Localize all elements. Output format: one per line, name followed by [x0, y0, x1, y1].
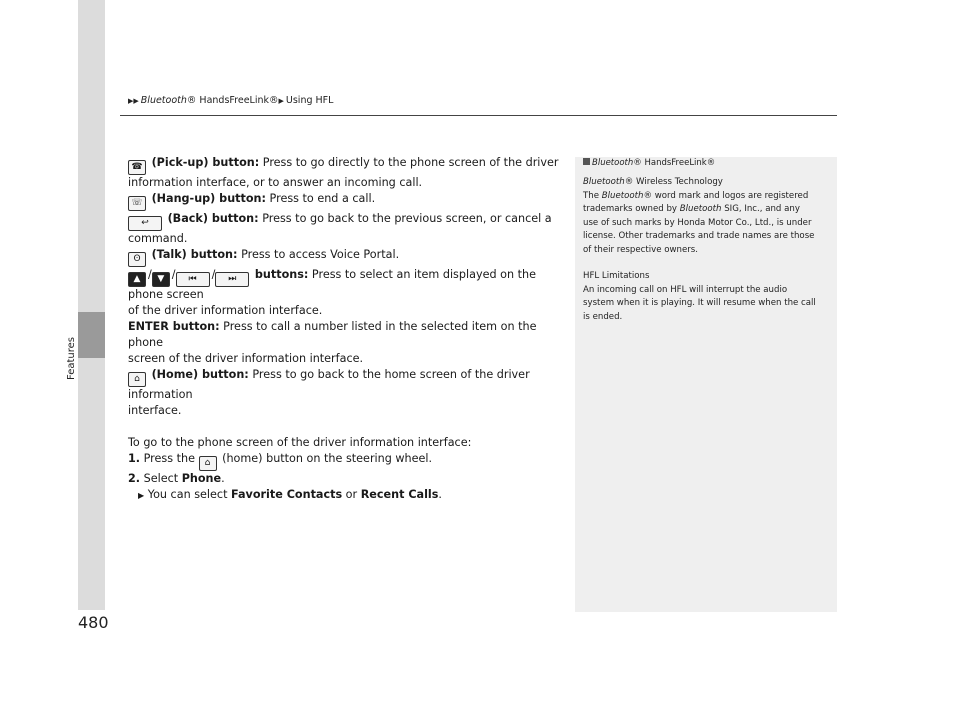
sidebar-p1-line5: of their respective owners. [583, 244, 698, 255]
hangup-text: Press to end a call. [269, 192, 376, 205]
step-2-text: Select [143, 472, 179, 485]
skip-forward-icon: ⏭ [215, 272, 249, 287]
sidebar-p2-line1: An incoming call on HFL will interrupt the audio [583, 284, 788, 295]
hangup-paragraph [128, 191, 560, 211]
sub-end: . [438, 488, 442, 501]
phone-hangup-icon: ☏ [128, 196, 146, 211]
home-icon: ⌂ [128, 372, 146, 387]
step-2 [128, 471, 560, 487]
step-1 [128, 451, 560, 471]
back-text: Press to go back to the previous screen, or cancel a command. [128, 212, 552, 245]
sub-recent-calls: Recent Calls [360, 488, 439, 501]
breadcrumb-part2: Using HFL [285, 95, 334, 106]
sidebar-heading [583, 158, 715, 168]
sidebar-p1-title-rest: ® Wireless Technology [624, 177, 723, 187]
talk-text: Press to access Voice Portal. [241, 248, 400, 261]
breadcrumb [128, 95, 333, 106]
hangup-label: (Hang-up) button: [151, 192, 266, 205]
step-2-number: 2. [128, 472, 141, 485]
sidebar-text: trademarks owned by [583, 204, 678, 214]
pickup-label: (Pick-up) button: [151, 156, 260, 169]
back-arrow-icon: ↩ [128, 216, 162, 231]
enter-text-2: screen of the driver information interface. [128, 352, 364, 365]
sidebar-text-bt: Bluetooth [679, 204, 722, 214]
step-1-text-a: Press the [143, 452, 195, 465]
step-2-phone: Phone [181, 472, 222, 485]
pickup-paragraph [128, 155, 560, 191]
side-tab [78, 0, 105, 610]
talk-icon: ʘ [128, 252, 146, 267]
nav-paragraph [128, 267, 560, 319]
nav-slash: / [211, 268, 216, 281]
home-icon: ⌂ [199, 456, 217, 471]
sidebar-heading-rest: ® HandsFreeLink® [633, 158, 716, 168]
home-paragraph [128, 367, 560, 419]
step-1-number: 1. [128, 452, 141, 465]
sub-favorite-contacts: Favorite Contacts [231, 488, 343, 501]
breadcrumb-part1: Bluetooth [140, 95, 187, 106]
home-label: (Home) button: [151, 368, 249, 381]
nav-slash: / [148, 268, 152, 281]
main-content [128, 155, 560, 504]
page-number: 480 [78, 613, 109, 632]
down-triangle-icon: ▼ [152, 272, 170, 287]
breadcrumb-arrow-icon: ▶▶ [128, 97, 139, 105]
sidebar-text: SIG, Inc., and any [724, 204, 800, 214]
sidebar-body [583, 176, 829, 324]
enter-paragraph [128, 319, 560, 367]
breadcrumb-part1-suffix: ® HandsFreeLink® [186, 95, 279, 106]
result-arrow-icon: ▶ [138, 491, 145, 500]
phone-pickup-icon: ☎ [128, 160, 146, 175]
sidebar-p1-line2 [583, 203, 829, 217]
note-marker-icon [583, 158, 590, 165]
nav-slash: / [171, 268, 176, 281]
sidebar-text-bt: Bluetooth [601, 190, 644, 201]
nav-text: Press to select an item displayed on the phone screen [128, 268, 536, 301]
talk-label: (Talk) button: [151, 248, 238, 261]
breadcrumb-arrow-icon: ▶ [278, 97, 284, 105]
sidebar-p1-title-bt: Bluetooth [583, 177, 625, 187]
back-label: (Back) button: [167, 212, 259, 225]
sidebar-p2-line3: is ended. [583, 311, 623, 322]
sidebar-heading-bt: Bluetooth [592, 158, 634, 168]
enter-label: ENTER button: [128, 320, 220, 333]
sidebar-p2-title: HFL Limitations [583, 271, 650, 281]
nav-text-2: of the driver information interface. [128, 304, 323, 317]
side-tab-marker [78, 312, 105, 358]
home-text-2: interface. [128, 404, 182, 417]
sidebar-p1-line4: license. Other trademarks and trade names are those [583, 231, 815, 241]
sidebar-p2-line2: system when it is playing. It will resume when the call [583, 298, 816, 308]
intro-text: To go to the phone screen of the driver information interface: [128, 436, 472, 449]
sidebar-p1-title [583, 176, 829, 190]
skip-back-icon: ⏮ [176, 272, 210, 287]
sub-or: or [345, 488, 358, 501]
pickup-text: Press to go directly to the phone screen of the driver [262, 156, 559, 169]
section-label: Features [66, 337, 77, 380]
step-2-end: . [221, 472, 225, 485]
talk-paragraph [128, 247, 560, 267]
sidebar-text: ® word mark and logos are registered [643, 190, 809, 201]
up-triangle-icon: ▲ [128, 272, 146, 287]
step-2-sub [128, 487, 560, 504]
enter-text: Press to call a number listed in the selected item on the phone [128, 320, 537, 349]
sidebar-text: The [583, 190, 599, 201]
step-1-text-b: (home) button on the steering wheel. [222, 452, 433, 465]
home-text: Press to go back to the home screen of the driver information [128, 368, 530, 401]
back-paragraph [128, 211, 560, 247]
pickup-text-2: information interface, or to answer an incoming call. [128, 176, 423, 189]
sidebar-p1-line3: use of such marks by Honda Motor Co., Ltd., is under [583, 217, 812, 228]
sidebar-p1-line1 [583, 190, 829, 204]
sub-text-a: You can select [147, 488, 228, 501]
header-rule [120, 115, 837, 116]
nav-label: buttons: [254, 268, 309, 281]
